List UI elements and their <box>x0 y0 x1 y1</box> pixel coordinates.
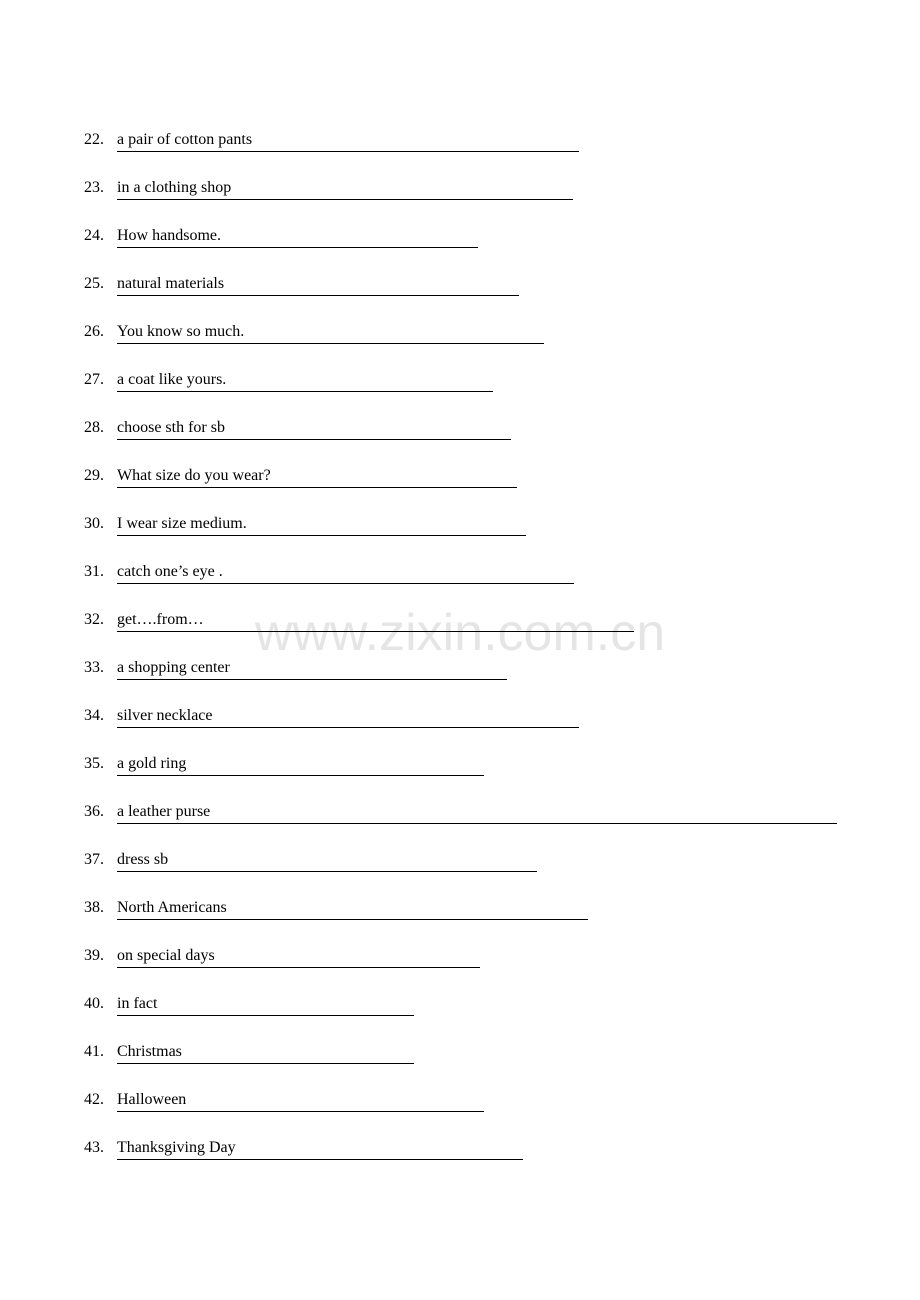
list-item <box>84 946 480 970</box>
item-number: 38. <box>84 899 104 916</box>
item-number: 29. <box>84 467 104 484</box>
item-number: 24. <box>84 227 104 244</box>
list-item <box>84 850 537 874</box>
list-item <box>84 754 484 778</box>
answer-blank: catch one’s eye . <box>117 562 574 584</box>
answer-blank: a pair of cotton pants <box>117 130 579 152</box>
answer-blank: natural materials <box>117 274 519 296</box>
list-item <box>84 706 579 730</box>
item-number: 30. <box>84 515 104 532</box>
list-item <box>84 418 511 442</box>
list-item <box>84 322 544 346</box>
item-number: 26. <box>84 323 104 340</box>
answer-blank: North Americans <box>117 898 588 920</box>
answer-blank: Christmas <box>117 1042 414 1064</box>
list-item <box>84 562 574 586</box>
item-number: 40. <box>84 995 104 1012</box>
list-item <box>84 994 414 1018</box>
answer-blank: in fact <box>117 994 414 1016</box>
answer-blank: a coat like yours. <box>117 370 493 392</box>
answer-blank: get….from… <box>117 610 634 632</box>
answer-blank: a leather purse <box>117 802 837 824</box>
item-number: 31. <box>84 563 104 580</box>
list-item <box>84 370 493 394</box>
item-number: 43. <box>84 1139 104 1156</box>
item-number: 25. <box>84 275 104 292</box>
item-number: 34. <box>84 707 104 724</box>
list-item <box>84 514 526 538</box>
answer-blank: I wear size medium. <box>117 514 526 536</box>
item-number: 39. <box>84 947 104 964</box>
list-item <box>84 898 588 922</box>
list-item <box>84 226 478 250</box>
answer-blank: in a clothing shop <box>117 178 573 200</box>
watermark: www.zixin.com.cn <box>254 604 666 662</box>
item-number: 42. <box>84 1091 104 1108</box>
list-item <box>84 466 517 490</box>
answer-blank: Thanksgiving Day <box>117 1138 523 1160</box>
answer-blank: What size do you wear? <box>117 466 517 488</box>
item-number: 23. <box>84 179 104 196</box>
answer-blank: a shopping center <box>117 658 507 680</box>
item-number: 32. <box>84 611 104 628</box>
list-item <box>84 178 573 202</box>
answer-blank: You know so much. <box>117 322 544 344</box>
item-number: 37. <box>84 851 104 868</box>
answer-blank: a gold ring <box>117 754 484 776</box>
list-item <box>84 1042 414 1066</box>
list-item <box>84 274 519 298</box>
list-item <box>84 610 634 634</box>
answer-blank: choose sth for sb <box>117 418 511 440</box>
item-number: 41. <box>84 1043 104 1060</box>
answer-blank: on special days <box>117 946 480 968</box>
list-item <box>84 802 837 826</box>
item-number: 27. <box>84 371 104 388</box>
item-number: 36. <box>84 803 104 820</box>
answer-blank: dress sb <box>117 850 537 872</box>
answer-blank: How handsome. <box>117 226 478 248</box>
item-number: 28. <box>84 419 104 436</box>
list-item <box>84 130 579 154</box>
answer-blank: Halloween <box>117 1090 484 1112</box>
item-number: 35. <box>84 755 104 772</box>
list-item <box>84 658 507 682</box>
item-number: 33. <box>84 659 104 676</box>
item-number: 22. <box>84 131 104 148</box>
list-item <box>84 1138 523 1162</box>
answer-blank: silver necklace <box>117 706 579 728</box>
list-item <box>84 1090 484 1114</box>
